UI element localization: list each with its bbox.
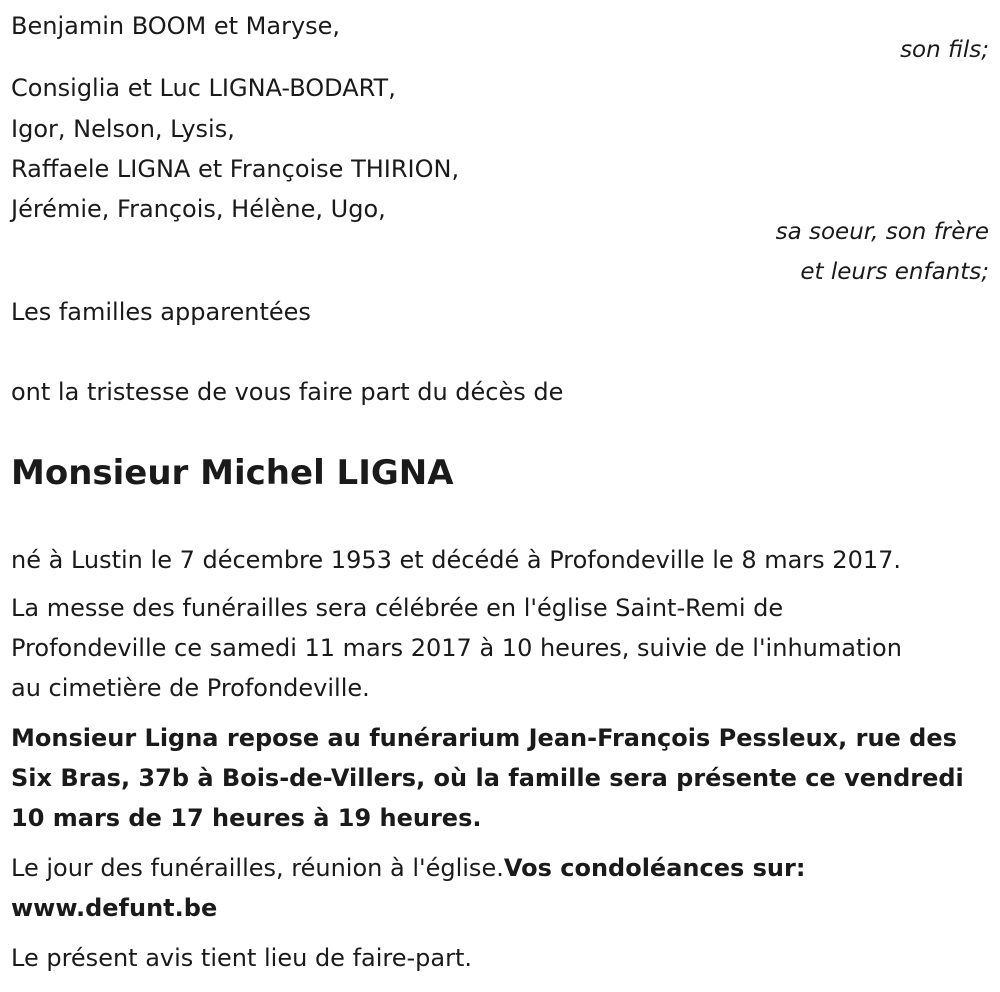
meeting-line xyxy=(11,848,805,888)
meeting-text: Le jour des funérailles, réunion à l'église. xyxy=(11,854,504,882)
siblings-role-continued: et leurs enfants; xyxy=(800,259,989,285)
siblings-line: Igor, Nelson, Lysis, xyxy=(11,115,235,143)
condolences-website-link[interactable]: www.defunt.be xyxy=(11,894,218,922)
relatives-line: Les familles apparentées xyxy=(11,298,311,326)
funeral-line: Profondeville ce samedi 11 mars 2017 à 10 heures, suivie de l'inhumation xyxy=(11,634,902,662)
funeral-line: La messe des funérailles sera célébrée en l'église Saint-Remi de xyxy=(11,594,784,622)
siblings-line: Raffaele LIGNA et Françoise THIRION, xyxy=(11,155,460,183)
funeral-line: au cimetière de Profondeville. xyxy=(11,674,370,702)
closing-line: Le présent avis tient lieu de faire-part. xyxy=(11,944,473,972)
siblings-line: Consiglia et Luc LIGNA-BODART, xyxy=(11,74,396,102)
condolences-label: Vos condoléances sur: xyxy=(503,854,806,882)
siblings-role: sa soeur, son frère xyxy=(775,219,989,245)
siblings-line: Jérémie, François, Hélène, Ugo, xyxy=(11,195,386,223)
deceased-name: Monsieur Michel LIGNA xyxy=(11,453,454,493)
viewing-line: Six Bras, 37b à Bois-de-Villers, où la famille sera présente ce vendredi xyxy=(11,764,964,792)
announcement-line: ont la tristesse de vous faire part du décès de xyxy=(11,378,564,406)
son-line: Benjamin BOOM et Maryse, xyxy=(11,12,341,40)
son-role: son fils; xyxy=(900,37,989,63)
viewing-line: 10 mars de 17 heures à 19 heures. xyxy=(11,804,482,832)
birth-death-line: né à Lustin le 7 décembre 1953 et décédé à Profondeville le 8 mars 2017. xyxy=(11,546,902,574)
viewing-line: Monsieur Ligna repose au funérarium Jean-François Pessleux, rue des xyxy=(11,724,957,752)
